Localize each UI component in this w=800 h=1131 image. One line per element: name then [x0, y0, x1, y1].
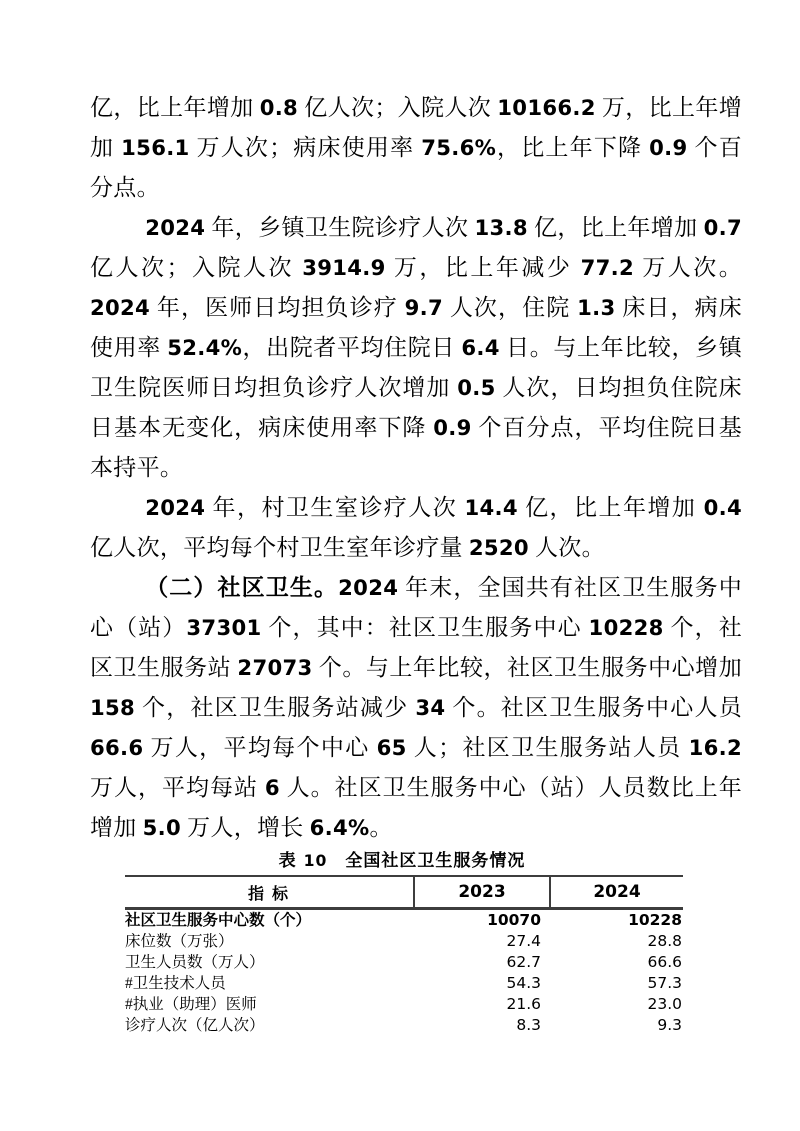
- row-label: 社区卫生服务中心数（个）: [125, 912, 312, 929]
- community-health-table: [125, 875, 683, 1036]
- value-2024: 10228: [628, 911, 682, 929]
- value-2024: 23.0: [647, 995, 682, 1013]
- row-label: 床位数（万张）: [125, 933, 234, 950]
- table-row: [125, 931, 683, 952]
- value-2023: 27.4: [506, 932, 541, 950]
- value-2024: 66.6: [647, 953, 682, 971]
- table-header: [125, 876, 683, 909]
- value-2023: 54.3: [506, 974, 541, 992]
- header-cell-2023: 2023: [414, 876, 550, 909]
- paragraph-text: 2024 年，村卫生室诊疗人次 14.4 亿，比上年增加 0.4 亿人次，平均每个村卫生室年诊疗量 2520 人次。: [90, 495, 742, 560]
- row-label: #卫生技术人员: [125, 975, 226, 992]
- paragraph-text: 2024 年，乡镇卫生院诊疗人次 13.8 亿，比上年增加 0.7 亿人次；入院人次 3914.9 万，比上年减少 77.2 万人次。2024 年，医师日均担负诊疗 9.7 人次，住院 1.3 床日，病床使用率 52.4%，出院者平均住院日 6.4 日。与上年比较，乡镇卫生院医师日均担负诊疗人次增加 0.5 人次，日均担负住院床日基本无变化，病床使用率下降 0.9 个百分点，平均住院日基本持平。: [90, 215, 743, 480]
- value-2023: 8.3: [516, 1016, 541, 1034]
- value-2024: 9.3: [657, 1016, 682, 1034]
- paragraph-community-health: [90, 568, 742, 848]
- table-header-row: [125, 876, 683, 909]
- paragraph-text: 亿，比上年增加 0.8 亿人次；入院人次 10166.2 万，比上年增加 156.1 万人次；病床使用率 75.6%，比上年下降 0.9 个百分点。: [90, 95, 743, 200]
- row-label: 诊疗人次（亿人次）: [125, 1017, 265, 1034]
- table-title: 表 10 全国社区卫生服务情况: [278, 851, 526, 871]
- table-row: [125, 909, 683, 932]
- table-row: [125, 994, 683, 1015]
- table-body: [125, 909, 683, 1037]
- header-cell-indicator: 指 标: [125, 876, 414, 909]
- value-2023: 62.7: [506, 953, 541, 971]
- value-2023: 21.6: [506, 995, 541, 1013]
- value-2023: 10070: [487, 911, 541, 929]
- header-cell-2024: 2024: [550, 876, 683, 909]
- section-heading-community-health: （二）社区卫生。: [145, 575, 339, 600]
- table-row: [125, 973, 683, 994]
- row-label: #执业（助理）医师: [125, 996, 257, 1013]
- table-section: [125, 849, 682, 1036]
- table-row: [125, 952, 683, 973]
- value-2024: 57.3: [647, 974, 682, 992]
- table-row: [125, 1015, 683, 1036]
- paragraph-village-clinics: [90, 488, 742, 568]
- paragraph-text: 2024 年末，全国共有社区卫生服务中心（站）37301 个，其中：社区卫生服务中心 10228 个，社区卫生服务站 27073 个。与上年比较，社区卫生服务中心增加 158 个，社区卫生服务站减少 34 个。社区卫生服务中心人员 66.6 万人，平均每个中心 65 人；社区卫生服务站人员 16.2 万人，平均每站 6 人。社区卫生服务中心（站）人员数比上年增加 5.0 万人，增长 6.4%。: [90, 575, 743, 840]
- paragraph-hospital-continued: [90, 88, 742, 208]
- value-2024: 28.8: [647, 932, 682, 950]
- paragraph-township-health-centers: [90, 208, 742, 488]
- row-label: 卫生人员数（万人）: [125, 954, 265, 971]
